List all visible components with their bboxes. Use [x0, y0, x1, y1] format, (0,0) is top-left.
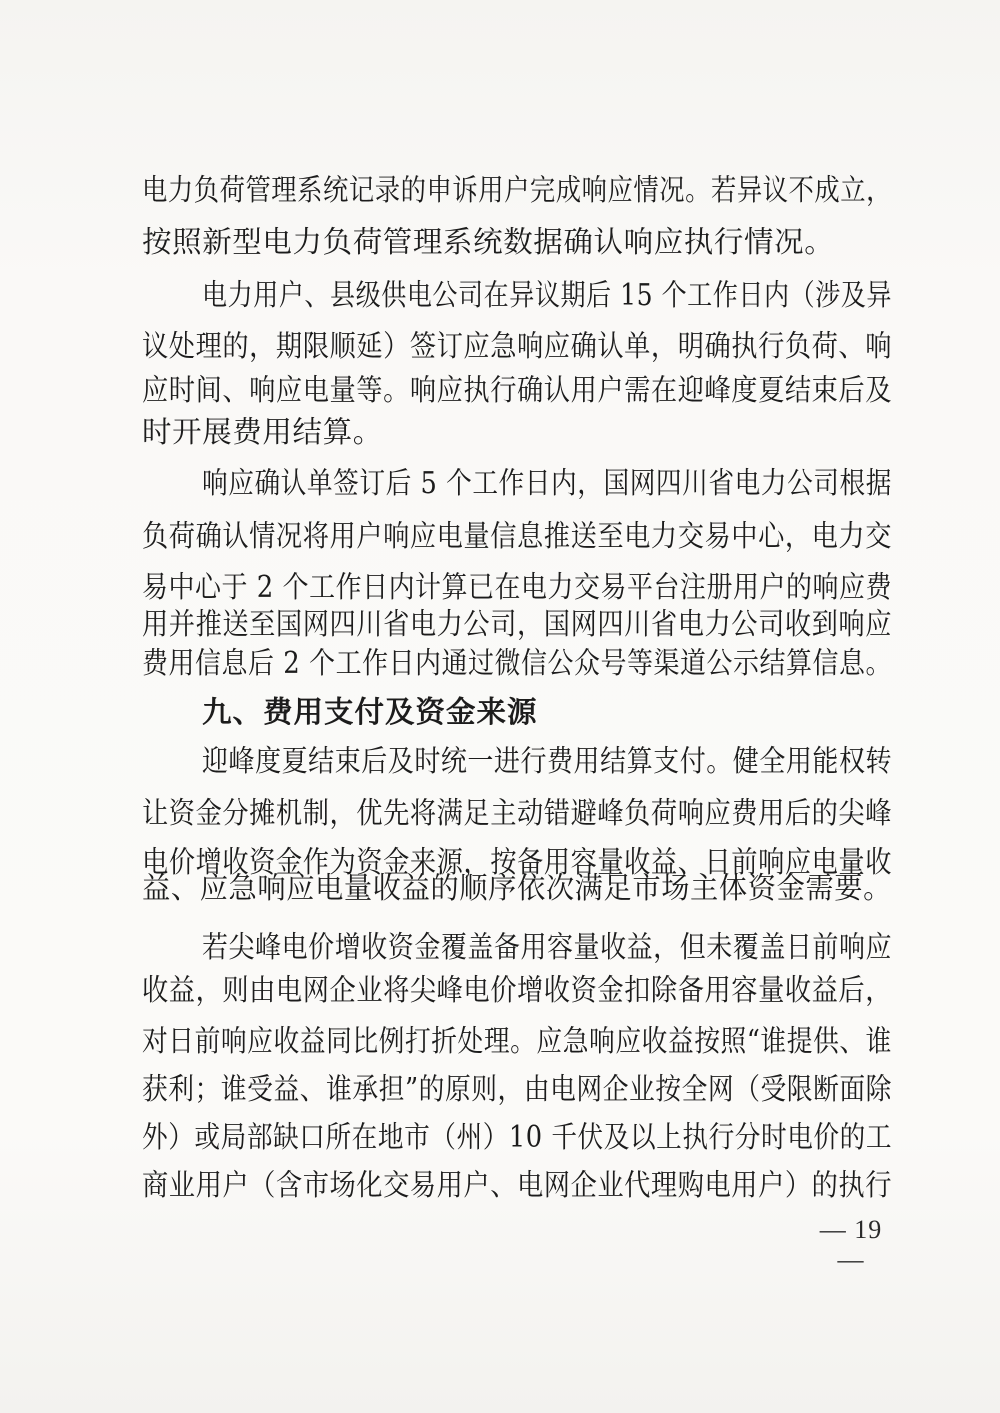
paragraph-2-line-2 [0, 325, 1000, 367]
paragraph-5-line-4 [0, 1068, 1000, 1110]
text-line: 负荷确认情况将用户响应电量信息推送至电力交易中心，电力交 [142, 519, 893, 553]
paragraph-4-line-4 [0, 867, 1000, 909]
paragraph-5-line-1 [0, 926, 1000, 968]
paragraph-2-line-3 [0, 369, 1000, 411]
text-line: 获利；谁受益、谁承担”的原则，由电网企业按全网（受限断面除 [142, 1072, 892, 1106]
text-line: 响应确认单签订后 5 个工作日内，国网四川省电力公司根据 [202, 466, 892, 500]
text-line: 益、应急响应电量收益的顺序依次满足市场主体资金需要。 [142, 871, 892, 905]
text-line: 按照新型电力负荷管理系统数据确认响应执行情况。 [142, 225, 835, 259]
text-line: 迎峰度夏结束后及时统一进行费用结算支付。健全用能权转 [202, 744, 893, 778]
text-line: 费用信息后 2 个工作日内通过微信公众号等渠道公示结算信息。 [142, 646, 892, 680]
text-line: 应时间、响应电量等。响应执行确认用户需在迎峰度夏结束后及 [142, 373, 893, 407]
paragraph-3-line-4 [0, 603, 1000, 645]
paragraph-3-line-1 [0, 462, 1000, 504]
paragraph-3-line-3 [0, 566, 1000, 608]
text-line: 外）或局部缺口所在地市（州）10 千伏及以上执行分时电价的工 [142, 1120, 893, 1154]
paragraph-1-line-1 [0, 169, 1000, 211]
text-line: 电力负荷管理系统记录的申诉用户完成响应情况。若异议不成立， [142, 173, 893, 207]
paragraph-5-line-5 [0, 1116, 1000, 1158]
paragraph-4-line-1 [0, 740, 1000, 782]
paragraph-1-line-2 [0, 221, 1000, 263]
paragraph-5-line-3 [0, 1020, 1000, 1062]
paragraph-5-line-2 [0, 969, 1000, 1011]
text-line: 电力用户、县级供电公司在异议期后 15 个工作日内（涉及异 [202, 278, 893, 312]
text-line: 若尖峰电价增收资金覆盖备用容量收益，但未覆盖日前响应 [202, 930, 893, 964]
paragraph-2-line-1 [0, 274, 1000, 316]
paragraph-5-line-6 [0, 1164, 1000, 1206]
paragraph-4-line-2 [0, 792, 1000, 834]
page-number: — 19 — [819, 1215, 883, 1274]
text-line: 用并推送至国网四川省电力公司，国网四川省电力公司收到响应 [142, 607, 893, 641]
paragraph-3-line-2 [0, 515, 1000, 557]
text-line: 让资金分摊机制，优先将满足主动错避峰负荷响应费用后的尖峰 [142, 796, 893, 830]
text-line: 收益，则由电网企业将尖峰电价增收资金扣除备用容量收益后， [142, 973, 893, 1007]
paragraph-2-line-4 [0, 411, 1000, 453]
text-line: 对日前响应收益同比例打折处理。应急响应收益按照“谁提供、谁 [142, 1024, 892, 1058]
section-heading-text: 九、费用支付及资金来源 [202, 695, 538, 729]
paragraph-3-line-5 [0, 642, 1000, 684]
text-line: 时开展费用结算。 [142, 415, 383, 449]
text-line: 易中心于 2 个工作日内计算已在电力交易平台注册用户的响应费 [142, 570, 892, 604]
text-line: 电价增收资金作为资金来源，按备用容量收益、日前响应电量收 [142, 845, 893, 879]
section-heading [0, 691, 1000, 733]
text-line: 商业用户（含市场化交易用户、电网企业代理购电用户）的执行 [142, 1168, 893, 1202]
text-line: 议处理的，期限顺延）签订应急响应确认单，明确执行负荷、响 [142, 329, 893, 363]
